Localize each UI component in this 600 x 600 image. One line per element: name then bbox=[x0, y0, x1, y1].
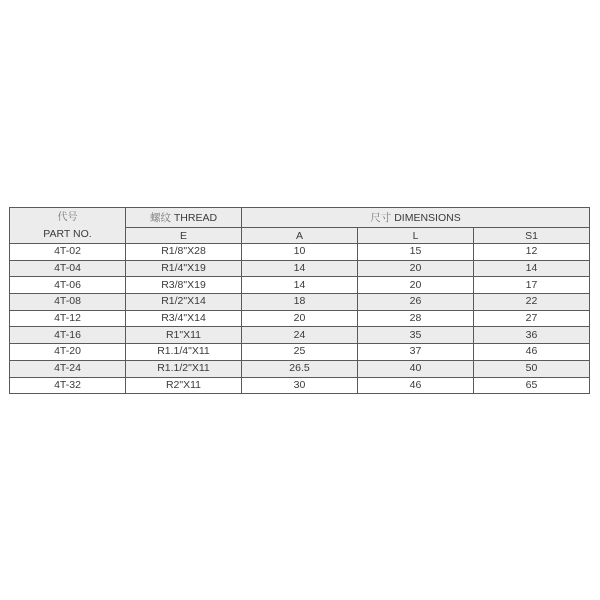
cell-dim-s1: 36 bbox=[474, 327, 590, 344]
cell-dim-s1: 27 bbox=[474, 310, 590, 327]
cell-thread: R3/4"X14 bbox=[126, 310, 242, 327]
cell-part-no: 4T-06 bbox=[10, 277, 126, 294]
cell-dim-a: 18 bbox=[242, 294, 358, 311]
cell-dim-a: 20 bbox=[242, 310, 358, 327]
header-dim-l: L bbox=[358, 228, 474, 244]
cell-part-no: 4T-24 bbox=[10, 360, 126, 377]
cell-part-no: 4T-02 bbox=[10, 244, 126, 261]
cell-thread: R2"X11 bbox=[126, 377, 242, 394]
header-dim-a: A bbox=[242, 228, 358, 244]
cell-part-no: 4T-12 bbox=[10, 310, 126, 327]
cell-dim-a: 24 bbox=[242, 327, 358, 344]
cell-dim-s1: 12 bbox=[474, 244, 590, 261]
cell-dim-a: 26.5 bbox=[242, 360, 358, 377]
table-row bbox=[10, 244, 590, 261]
cell-thread: R1/8"X28 bbox=[126, 244, 242, 261]
cell-thread: R1"X11 bbox=[126, 327, 242, 344]
header-dimensions-cn: 尺寸 bbox=[370, 212, 392, 224]
dimensions-spec-table bbox=[9, 207, 590, 394]
table-row bbox=[10, 360, 590, 377]
table-row bbox=[10, 377, 590, 394]
header-thread-e: E bbox=[126, 228, 242, 244]
table-row bbox=[10, 260, 590, 277]
cell-dim-a: 30 bbox=[242, 377, 358, 394]
header-dimensions bbox=[242, 208, 590, 228]
cell-thread: R1.1/2"X11 bbox=[126, 360, 242, 377]
cell-dim-s1: 22 bbox=[474, 294, 590, 311]
cell-dim-a: 25 bbox=[242, 344, 358, 361]
cell-part-no: 4T-32 bbox=[10, 377, 126, 394]
header-thread bbox=[126, 208, 242, 228]
header-thread-cn: 螺纹 bbox=[149, 212, 171, 224]
table-row bbox=[10, 344, 590, 361]
cell-dim-l: 15 bbox=[358, 244, 474, 261]
cell-dim-l: 37 bbox=[358, 344, 474, 361]
cell-thread: R1.1/4"X11 bbox=[126, 344, 242, 361]
cell-dim-l: 40 bbox=[358, 360, 474, 377]
header-part-no bbox=[10, 208, 126, 244]
cell-dim-s1: 65 bbox=[474, 377, 590, 394]
cell-dim-s1: 17 bbox=[474, 277, 590, 294]
table-header bbox=[10, 208, 590, 244]
cell-dim-a: 10 bbox=[242, 244, 358, 261]
cell-dim-s1: 14 bbox=[474, 260, 590, 277]
header-row-1 bbox=[10, 208, 590, 228]
cell-thread: R1/2"X14 bbox=[126, 294, 242, 311]
table-row bbox=[10, 327, 590, 344]
cell-dim-a: 14 bbox=[242, 260, 358, 277]
cell-thread: R3/8"X19 bbox=[126, 277, 242, 294]
table-row bbox=[10, 310, 590, 327]
cell-part-no: 4T-04 bbox=[10, 260, 126, 277]
cell-part-no: 4T-08 bbox=[10, 294, 126, 311]
header-dimensions-en: DIMENSIONS bbox=[394, 212, 461, 224]
header-thread-en: THREAD bbox=[173, 212, 218, 224]
cell-dim-s1: 50 bbox=[474, 360, 590, 377]
cell-dim-l: 35 bbox=[358, 327, 474, 344]
header-dim-s1: S1 bbox=[474, 228, 590, 244]
table-body bbox=[10, 244, 590, 394]
cell-dim-s1: 46 bbox=[474, 344, 590, 361]
header-part-no-cn: 代号 bbox=[57, 211, 78, 223]
cell-thread: R1/4"X19 bbox=[126, 260, 242, 277]
cell-part-no: 4T-20 bbox=[10, 344, 126, 361]
cell-dim-l: 20 bbox=[358, 260, 474, 277]
cell-dim-l: 46 bbox=[358, 377, 474, 394]
cell-dim-a: 14 bbox=[242, 277, 358, 294]
cell-dim-l: 28 bbox=[358, 310, 474, 327]
cell-part-no: 4T-16 bbox=[10, 327, 126, 344]
table-row bbox=[10, 294, 590, 311]
cell-dim-l: 26 bbox=[358, 294, 474, 311]
cell-dim-l: 20 bbox=[358, 277, 474, 294]
table-row bbox=[10, 277, 590, 294]
header-part-no-en: PART NO. bbox=[43, 227, 92, 240]
